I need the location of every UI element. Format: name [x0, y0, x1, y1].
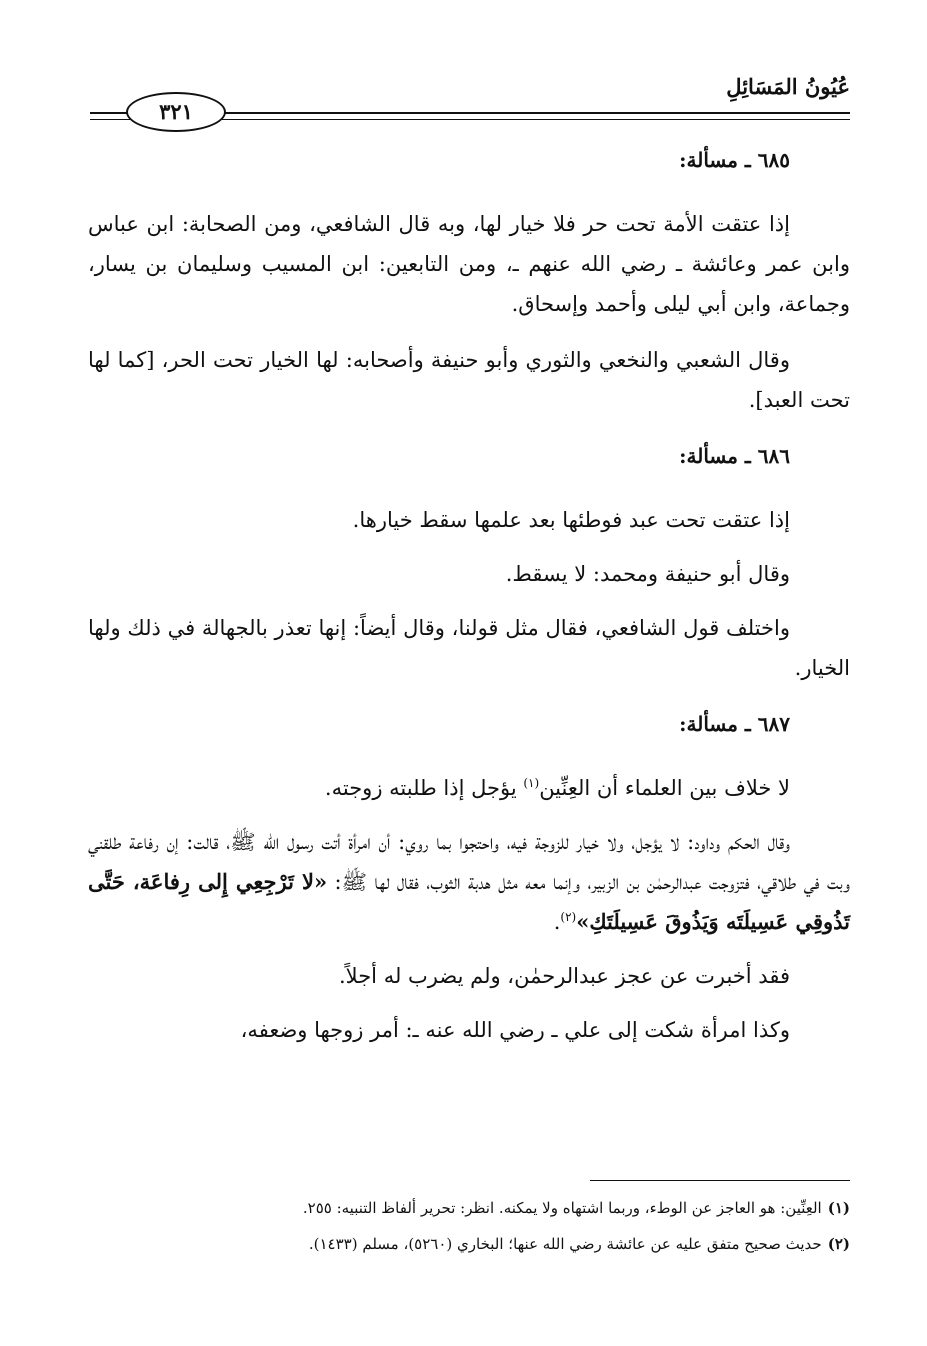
paragraph: إذا عتقت الأمة تحت حر فلا خيار لها، وبه قال الشافعي، ومن الصحابة: ابن عباس وابن عمر وعائشة ـ رضي الله عنهم ـ، ومن التابعين: ابن المسيب وسليمان بن يسار، وجماعة، وابن أبي ليلى وأحمد وإسحاق. — [88, 212, 850, 316]
footnote-text: العِنِّين: هو العاجز عن الوطء، وربما اشتهاه ولا يمكنه. انظر: تحرير ألفاظ التنبيه: ٢٥٥. — [302, 1199, 822, 1217]
footnote-number: (٢) — [827, 1235, 850, 1253]
issue-heading-687: ٦٨٧ ـ مسألة: — [679, 712, 790, 736]
footnote-number: (١) — [827, 1199, 850, 1217]
paragraph — [88, 822, 850, 942]
footnotes — [88, 1180, 850, 1267]
paragraph: وقال أبو حنيفة ومحمد: لا يسقط. — [505, 562, 790, 586]
footnote-divider — [590, 1180, 850, 1181]
paragraph: فقد أخبرت عن عجز عبدالرحمٰن، ولم يضرب له أجلاً. — [339, 964, 790, 988]
paragraph-text: . — [553, 910, 561, 934]
footnote-1 — [88, 1195, 850, 1221]
footnote-text: حديث صحيح متفق عليه عن عائشة رضي الله عنها؛ البخاري (٥٢٦٠)، مسلم (١٤٣٣). — [308, 1235, 822, 1253]
paragraph-text: لا خلاف بين العلماء أن العِنِّين — [539, 776, 790, 800]
paragraph-text: يؤجل إذا طلبته زوجته. — [324, 776, 524, 800]
paragraph: واختلف قول الشافعي، فقال مثل قولنا، وقال أيضاً: إنها تعذر بالجهالة في ذلك ولها الخيار. — [88, 616, 850, 680]
paragraph — [88, 768, 850, 808]
paragraph: وقال الشعبي والنخعي والثوري وأبو حنيفة وأصحابه: لها الخيار تحت الحر، [كما لها تحت العبد]. — [88, 348, 850, 412]
paragraph: وكذا امرأة شكت إلى علي ـ رضي الله عنه ـ: أمر زوجها وضعفه، — [240, 1018, 790, 1042]
issue-heading-686: ٦٨٦ ـ مسألة: — [679, 444, 790, 468]
main-text — [88, 140, 850, 1066]
page-number: ٣٢١ — [126, 92, 226, 132]
footnote-ref-2[interactable]: (٢) — [560, 910, 577, 924]
hadith-quote: «لا تَرْجِعِي إِلى رِفاعَة، حَتَّى تَذُوقِي عَسِيلَتَه وَيَذُوقَ عَسِيلَتَكِ» — [88, 869, 850, 934]
footnote-ref-1[interactable]: (١) — [523, 776, 540, 790]
page-header — [90, 70, 850, 130]
footnote-2 — [88, 1231, 850, 1257]
paragraph-text: وقال الحكم وداود: لا يؤجل، ولا خيار للزوجة فيه، واحتجوا بما روي: أن امرأة أتت رسول الله ﷺ، قالت: إن رفاعة طلقني وبت في طلاقي، فتزوجت عبدالرحمٰن بن الزبير، وإنما معه مثل هدبة الثوب، فقال لها ﷺ: — [88, 830, 850, 894]
book-title: عُيُونُ المَسَائِلِ — [726, 74, 850, 99]
paragraph: إذا عتقت تحت عبد فوطئها بعد علمها سقط خيارها. — [352, 508, 790, 532]
issue-heading-685: ٦٨٥ ـ مسألة: — [679, 148, 790, 172]
